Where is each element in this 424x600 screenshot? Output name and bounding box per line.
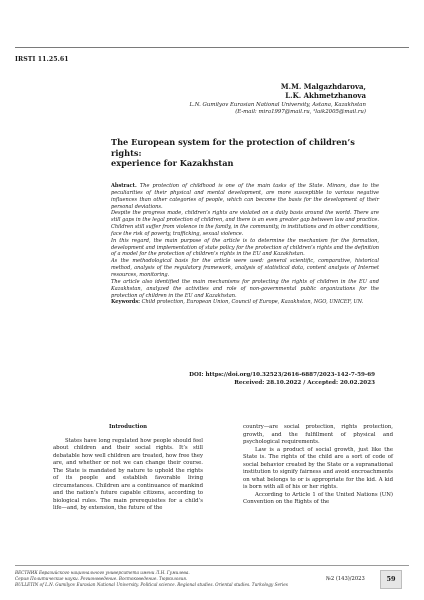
author-line-1: M.M. Malgazhdarova, <box>280 82 366 91</box>
affiliation-block <box>189 102 366 116</box>
title-line-2: experience for Kazakhstan <box>111 158 234 168</box>
title-line-1: The European system for the protection of children’s rights: <box>111 137 355 158</box>
author-emails: (E-mail: mira1997@mail.ru, ¹laik2005@mail.ru) <box>235 109 366 115</box>
doi-link[interactable]: DOI: https://doi.org/10.32523/2616-6887/2023-142-7-59-69 <box>189 372 375 378</box>
keywords-text: Child protection, European Union, Council of Europe, Kazakhstan, NGO, UNICEF, UN. <box>140 299 364 306</box>
journal-footer <box>15 570 315 587</box>
received-accepted-dates: Received: 28.10.2022 / Accepted: 20.02.2023 <box>234 380 375 386</box>
introduction-heading: Introduction <box>108 424 148 430</box>
doi-block <box>189 371 375 387</box>
keywords-label: Keywords: <box>111 299 141 306</box>
affiliation: L.N. Gumilyov Eurasian National University, Astana, Kazakhstan <box>189 102 366 108</box>
footer-rule <box>15 565 409 566</box>
abstract-text-1: The protection of childhood is one of the main tasks of the State. Minors, due to the peculiarities of their physical and mental development, are more susceptible to various negative influences than other categories of people, which can become the basis for the development of their personal deviations. <box>111 183 379 210</box>
article-title <box>111 137 381 169</box>
abstract-label: Abstract. <box>111 183 137 189</box>
abstract-block <box>111 183 379 306</box>
abstract-paragraph-5: The article also identified the main mechanisms for protecting the rights of children in the EU and Kazakhstan, analyzed the activities and role of non-governmental public organizations for the protection of children in the EU and Kazakhstan. <box>111 278 379 299</box>
body-paragraph: country—are social protection, rights protection, growth, and the fulfillment of physical and psychological requirements. <box>243 424 393 445</box>
issue-number: №2 (143)/2023 <box>326 576 365 582</box>
body-paragraph: States have long regulated how people should feel about children and their social rights. It’s still debatable how well children are treated, how free they are, and whether or not we can change their course. The State is mandated by nature to uphold the rights of its people and establish favorable living circumstances. Children are a continuance of mankind and the nation’s future capable citizens, according to biological rules. The main prerequisites for a child’s life—and, by extension, the future of the <box>53 437 203 511</box>
abstract-paragraph-2: Despite the progress made, children’s rights are violated on a daily basis around the world. There are still gaps in the legal protection of children, and there is an even greater gap between law and practice. Children still suffer from violence in the family, in the community, in institutions and in other conditions, face the risk of poverty, trafficking, sexual violence. <box>111 210 379 237</box>
keywords-paragraph <box>111 299 379 306</box>
body-column-left <box>53 424 203 513</box>
irsti-code: IRSTI 11.25.61 <box>15 56 69 63</box>
abstract-paragraph-3: In this regard, the main purpose of the article is to determine the mechanism for the formation, development and implementation of state policy for the protection of children’s rights and the definition of a model for the protection of children’s rights in the EU and Kazakhstan. <box>111 237 379 258</box>
body-paragraph: According to Article 1 of the United Nations (UN) Convention on the Rights of the <box>243 491 393 505</box>
header-rule <box>15 47 409 48</box>
page-number: 59 <box>386 575 396 583</box>
author-line-2: L.K. Akhmetzhanova <box>285 91 366 100</box>
footer-line-2: Серия Политические науки. Регионоведение. Востоковедение. Тюркология. <box>15 575 188 581</box>
body-column-right <box>243 424 393 507</box>
body-paragraph: Law is a product of social growth, just like the State is. The rights of the child are a sort of code of social behavior created by the State or a supranational institution to signify fairness and avoid encroachments on what belongs to or is appropriate for the kid. A kid is born with all of his or her rights. <box>243 446 393 490</box>
abstract-paragraph-1 <box>111 183 379 210</box>
footer-line-3: BULLETIN of L.N. Gumilyov Eurasian National University. Political science. Regional studies. Oriental studies. Turkology Series <box>15 581 288 587</box>
abstract-paragraph-4: As the methodological basis for the article were used: general scientific, comparative, historical method, analysis of the regulatory framework, analysis of statistical data, content analysis of Internet resources, monitoring. <box>111 258 379 278</box>
footer-line-1: ВЕСТНИК Евразийского национального университета имени Л.Н. Гумилева. <box>15 570 190 575</box>
authors-block <box>281 82 366 100</box>
